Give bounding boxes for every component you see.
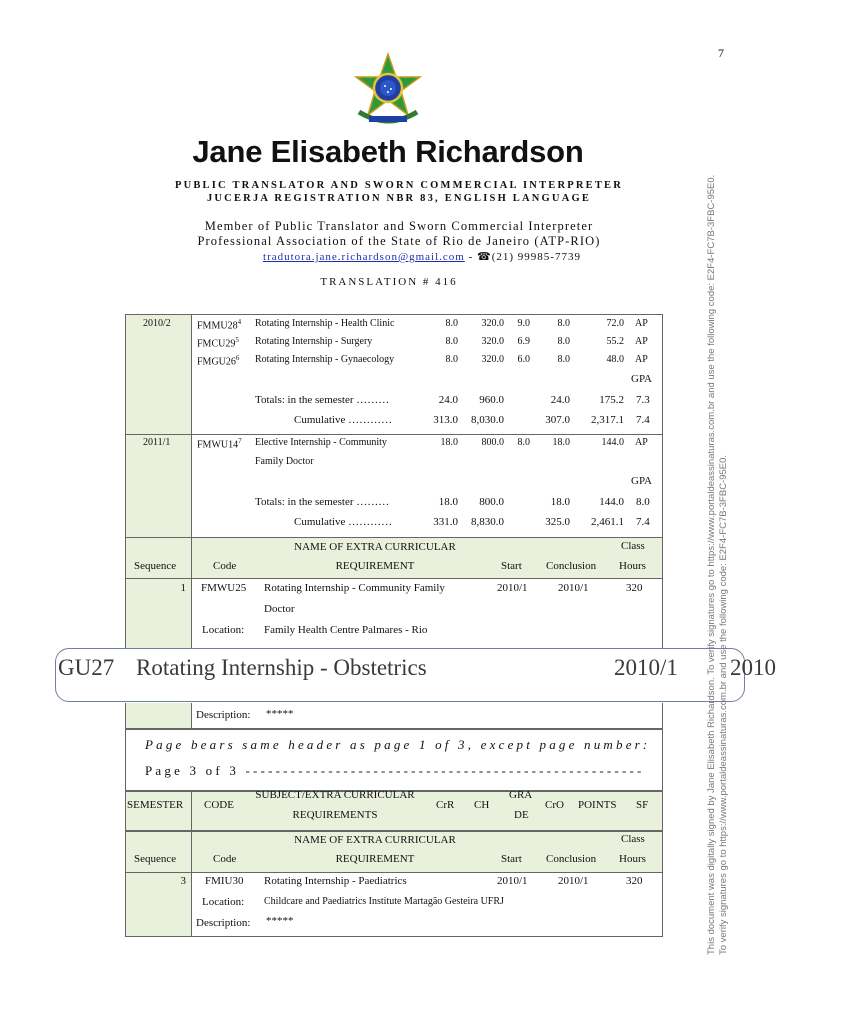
- sf-value: AP: [635, 437, 648, 448]
- banner-conclusion: 2010: [730, 655, 776, 680]
- col-class-line1: Class: [621, 833, 645, 845]
- points-value: 72.0: [606, 318, 624, 329]
- col-points: POINTS: [578, 799, 617, 811]
- crr-value: 8.0: [445, 336, 458, 347]
- extra-sequence: 3: [180, 875, 186, 887]
- magnified-row-banner: [55, 648, 776, 702]
- cro-value: 18.0: [552, 437, 570, 448]
- extra-conclusion: 2010/1: [558, 582, 589, 594]
- location-label: Location:: [202, 624, 245, 636]
- translation-number: TRANSLATION # 416: [320, 276, 458, 288]
- contact-line: [0, 250, 844, 263]
- translator-name: Jane Elisabeth Richardson: [192, 134, 584, 169]
- page-note-line1: Page bears same header as page 1 of 3, except page number:: [145, 737, 651, 752]
- col-conclusion: Conclusion: [546, 560, 597, 572]
- extra-hours: 320: [626, 582, 643, 594]
- email-link[interactable]: tradutora.jane.richardson@gmail.com: [263, 251, 465, 263]
- cro-value: 8.0: [557, 318, 570, 329]
- contact-separator: -: [464, 251, 478, 263]
- grade-value: 8.0: [517, 437, 530, 448]
- subject-name: Rotating Internship - Surgery: [255, 336, 373, 347]
- col-start: Start: [501, 560, 522, 572]
- col-grade-line1: GRA: [509, 789, 533, 801]
- phone-number: ☎(21) 99985-7739: [477, 251, 581, 263]
- extra-code: FMWU25: [201, 582, 247, 594]
- crr-value: 8.0: [445, 354, 458, 365]
- sf-value: AP: [635, 318, 648, 329]
- totals-points: 144.0: [599, 496, 624, 508]
- description-value: *****: [266, 915, 294, 927]
- col-semester: SEMESTER: [127, 799, 184, 811]
- page-note-line2: Page 3 of 3 -----------------------------------------------------: [145, 763, 645, 778]
- semester-label: 2011/1: [143, 437, 171, 448]
- totals-ch: 800.0: [479, 496, 504, 508]
- registration-line: JUCERJA REGISTRATION NBR 83, ENGLISH LANGUAGE: [206, 193, 592, 204]
- subject-name: Elective Internship - Community: [255, 437, 387, 448]
- brazil-coat-of-arms-seal: [347, 50, 429, 132]
- membership-line-1: Member of Public Translator and Sworn Commercial Interpreter: [204, 219, 594, 233]
- cumulative-label: Cumulative …………: [294, 516, 393, 528]
- ch-value: 320.0: [481, 318, 504, 329]
- banner-subject: Rotating Internship - Obstetrics: [136, 655, 427, 680]
- col-code: Code: [213, 853, 237, 865]
- semester-label: 2010/2: [143, 318, 171, 329]
- membership-line-2: Professional Association of the State of Rio de Janeiro (ATP-RIO): [197, 234, 601, 248]
- cumulative-label: Cumulative …………: [294, 414, 393, 426]
- extra-sequence: 1: [180, 582, 186, 594]
- totals-gpa: 8.0: [636, 496, 650, 508]
- extra-start: 2010/1: [497, 875, 528, 887]
- extra-code: FMIU30: [205, 875, 244, 887]
- totals-crr: 24.0: [438, 394, 458, 406]
- totals-crr: 18.0: [438, 496, 458, 508]
- subject-code: $FMCU29^5$: [197, 336, 239, 350]
- subject-code: $FMGU26^6$: [197, 354, 240, 368]
- sf-value: AP: [635, 354, 648, 365]
- col-sequence: Sequence: [134, 560, 177, 572]
- totals-label: Totals: in the semester ………: [255, 394, 390, 406]
- cro-value: 8.0: [557, 336, 570, 347]
- cumulative-cro: 325.0: [545, 516, 570, 528]
- totals-gpa: 7.3: [636, 394, 650, 406]
- subject-name: Rotating Internship - Health Clinic: [255, 318, 395, 329]
- col-subject-line1: SUBJECT/EXTRA CURRICULAR: [255, 789, 415, 801]
- totals-ch: 960.0: [479, 394, 504, 406]
- location-value: Childcare and Paediatrics Institute Martagão Gesteira UFRJ: [264, 896, 504, 907]
- cro-value: 8.0: [557, 354, 570, 365]
- extra-hours: 320: [626, 875, 643, 887]
- points-value: 144.0: [601, 437, 624, 448]
- cumulative-crr: 331.0: [433, 516, 458, 528]
- banner-code: GU27: [58, 655, 115, 680]
- crr-value: 18.0: [440, 437, 458, 448]
- page-number: 7: [718, 46, 724, 60]
- description-label: Description:: [196, 917, 251, 929]
- cumulative-points: 2,317.1: [591, 414, 624, 426]
- subject-name-cont: Family Doctor: [255, 456, 314, 467]
- grade-value: 6.0: [517, 354, 530, 365]
- extra-name-cont: Doctor: [264, 603, 295, 615]
- extra-start: 2010/1: [497, 582, 528, 594]
- cumulative-gpa: 7.4: [636, 414, 650, 426]
- ch-value: 320.0: [481, 336, 504, 347]
- col-code: CODE: [204, 799, 234, 811]
- cumulative-points: 2,461.1: [591, 516, 624, 528]
- totals-cro: 24.0: [550, 394, 570, 406]
- description-value: *****: [266, 708, 294, 720]
- col-grade-line2: DE: [514, 809, 529, 821]
- totals-points: 175.2: [599, 394, 624, 406]
- ch-value: 800.0: [481, 437, 504, 448]
- col-start: Start: [501, 853, 522, 865]
- digital-signature-note: This document was digitally signed by Jane Elisabeth Richardson. To verify signatures go to https://www.portaldeassinaturas.com.br and use the following code: E2F4-FC7B-3FBC-95E0. To verify signatures go to https://www.portaldeassinaturas.com.br and use the following code: E2F4-FC7B-3FBC-95E0.: [706, 174, 729, 955]
- extra-name: Rotating Internship - Community Family: [264, 582, 445, 594]
- col-ch: CH: [474, 799, 490, 811]
- col-class-line2: Hours: [619, 853, 646, 865]
- col-sequence: Sequence: [134, 853, 177, 865]
- sf-value: AP: [635, 336, 648, 347]
- points-value: 55.2: [606, 336, 624, 347]
- location-value: Family Health Centre Palmares - Rio: [264, 624, 428, 636]
- cumulative-crr: 313.0: [433, 414, 458, 426]
- description-label: Description:: [196, 709, 251, 721]
- col-cro: CrO: [545, 799, 564, 811]
- location-label: Location:: [202, 896, 245, 908]
- cumulative-ch: 8,830.0: [471, 516, 504, 528]
- col-name-line1: NAME OF EXTRA CURRICULAR: [294, 541, 456, 553]
- cumulative-ch: 8,030.0: [471, 414, 504, 426]
- subject-code: $FMWU14^7$: [197, 437, 242, 451]
- crr-value: 8.0: [445, 318, 458, 329]
- translator-title: PUBLIC TRANSLATOR AND SWORN COMMERCIAL INTERPRETER: [174, 180, 624, 191]
- cumulative-cro: 307.0: [545, 414, 570, 426]
- col-conclusion: Conclusion: [546, 853, 597, 865]
- grade-value: 6.9: [517, 336, 530, 347]
- gpa-label: GPA: [631, 373, 652, 385]
- col-class-line2: Hours: [619, 560, 646, 572]
- points-value: 48.0: [606, 354, 624, 365]
- col-subject-line2: REQUIREMENTS: [292, 809, 378, 821]
- subject-name: Rotating Internship - Gynaecology: [255, 354, 395, 365]
- col-name-line1: NAME OF EXTRA CURRICULAR: [294, 834, 456, 846]
- grade-value: 9.0: [517, 318, 530, 329]
- col-code: Code: [213, 560, 237, 572]
- totals-label: Totals: in the semester ………: [255, 496, 390, 508]
- extra-conclusion: 2010/1: [558, 875, 589, 887]
- col-name-line2: REQUIREMENT: [335, 853, 415, 865]
- gpa-label: GPA: [631, 475, 652, 487]
- cumulative-gpa: 7.4: [636, 516, 650, 528]
- ch-value: 320.0: [481, 354, 504, 365]
- subject-code: $FMMU28^4$: [197, 318, 242, 332]
- col-crr: CrR: [436, 799, 455, 811]
- banner-start: 2010/1: [614, 655, 678, 680]
- extra-name: Rotating Internship - Paediatrics: [264, 875, 407, 887]
- col-class-line1: Class: [621, 540, 645, 552]
- col-sf: SF: [636, 799, 649, 811]
- totals-cro: 18.0: [550, 496, 570, 508]
- col-name-line2: REQUIREMENT: [335, 560, 415, 572]
